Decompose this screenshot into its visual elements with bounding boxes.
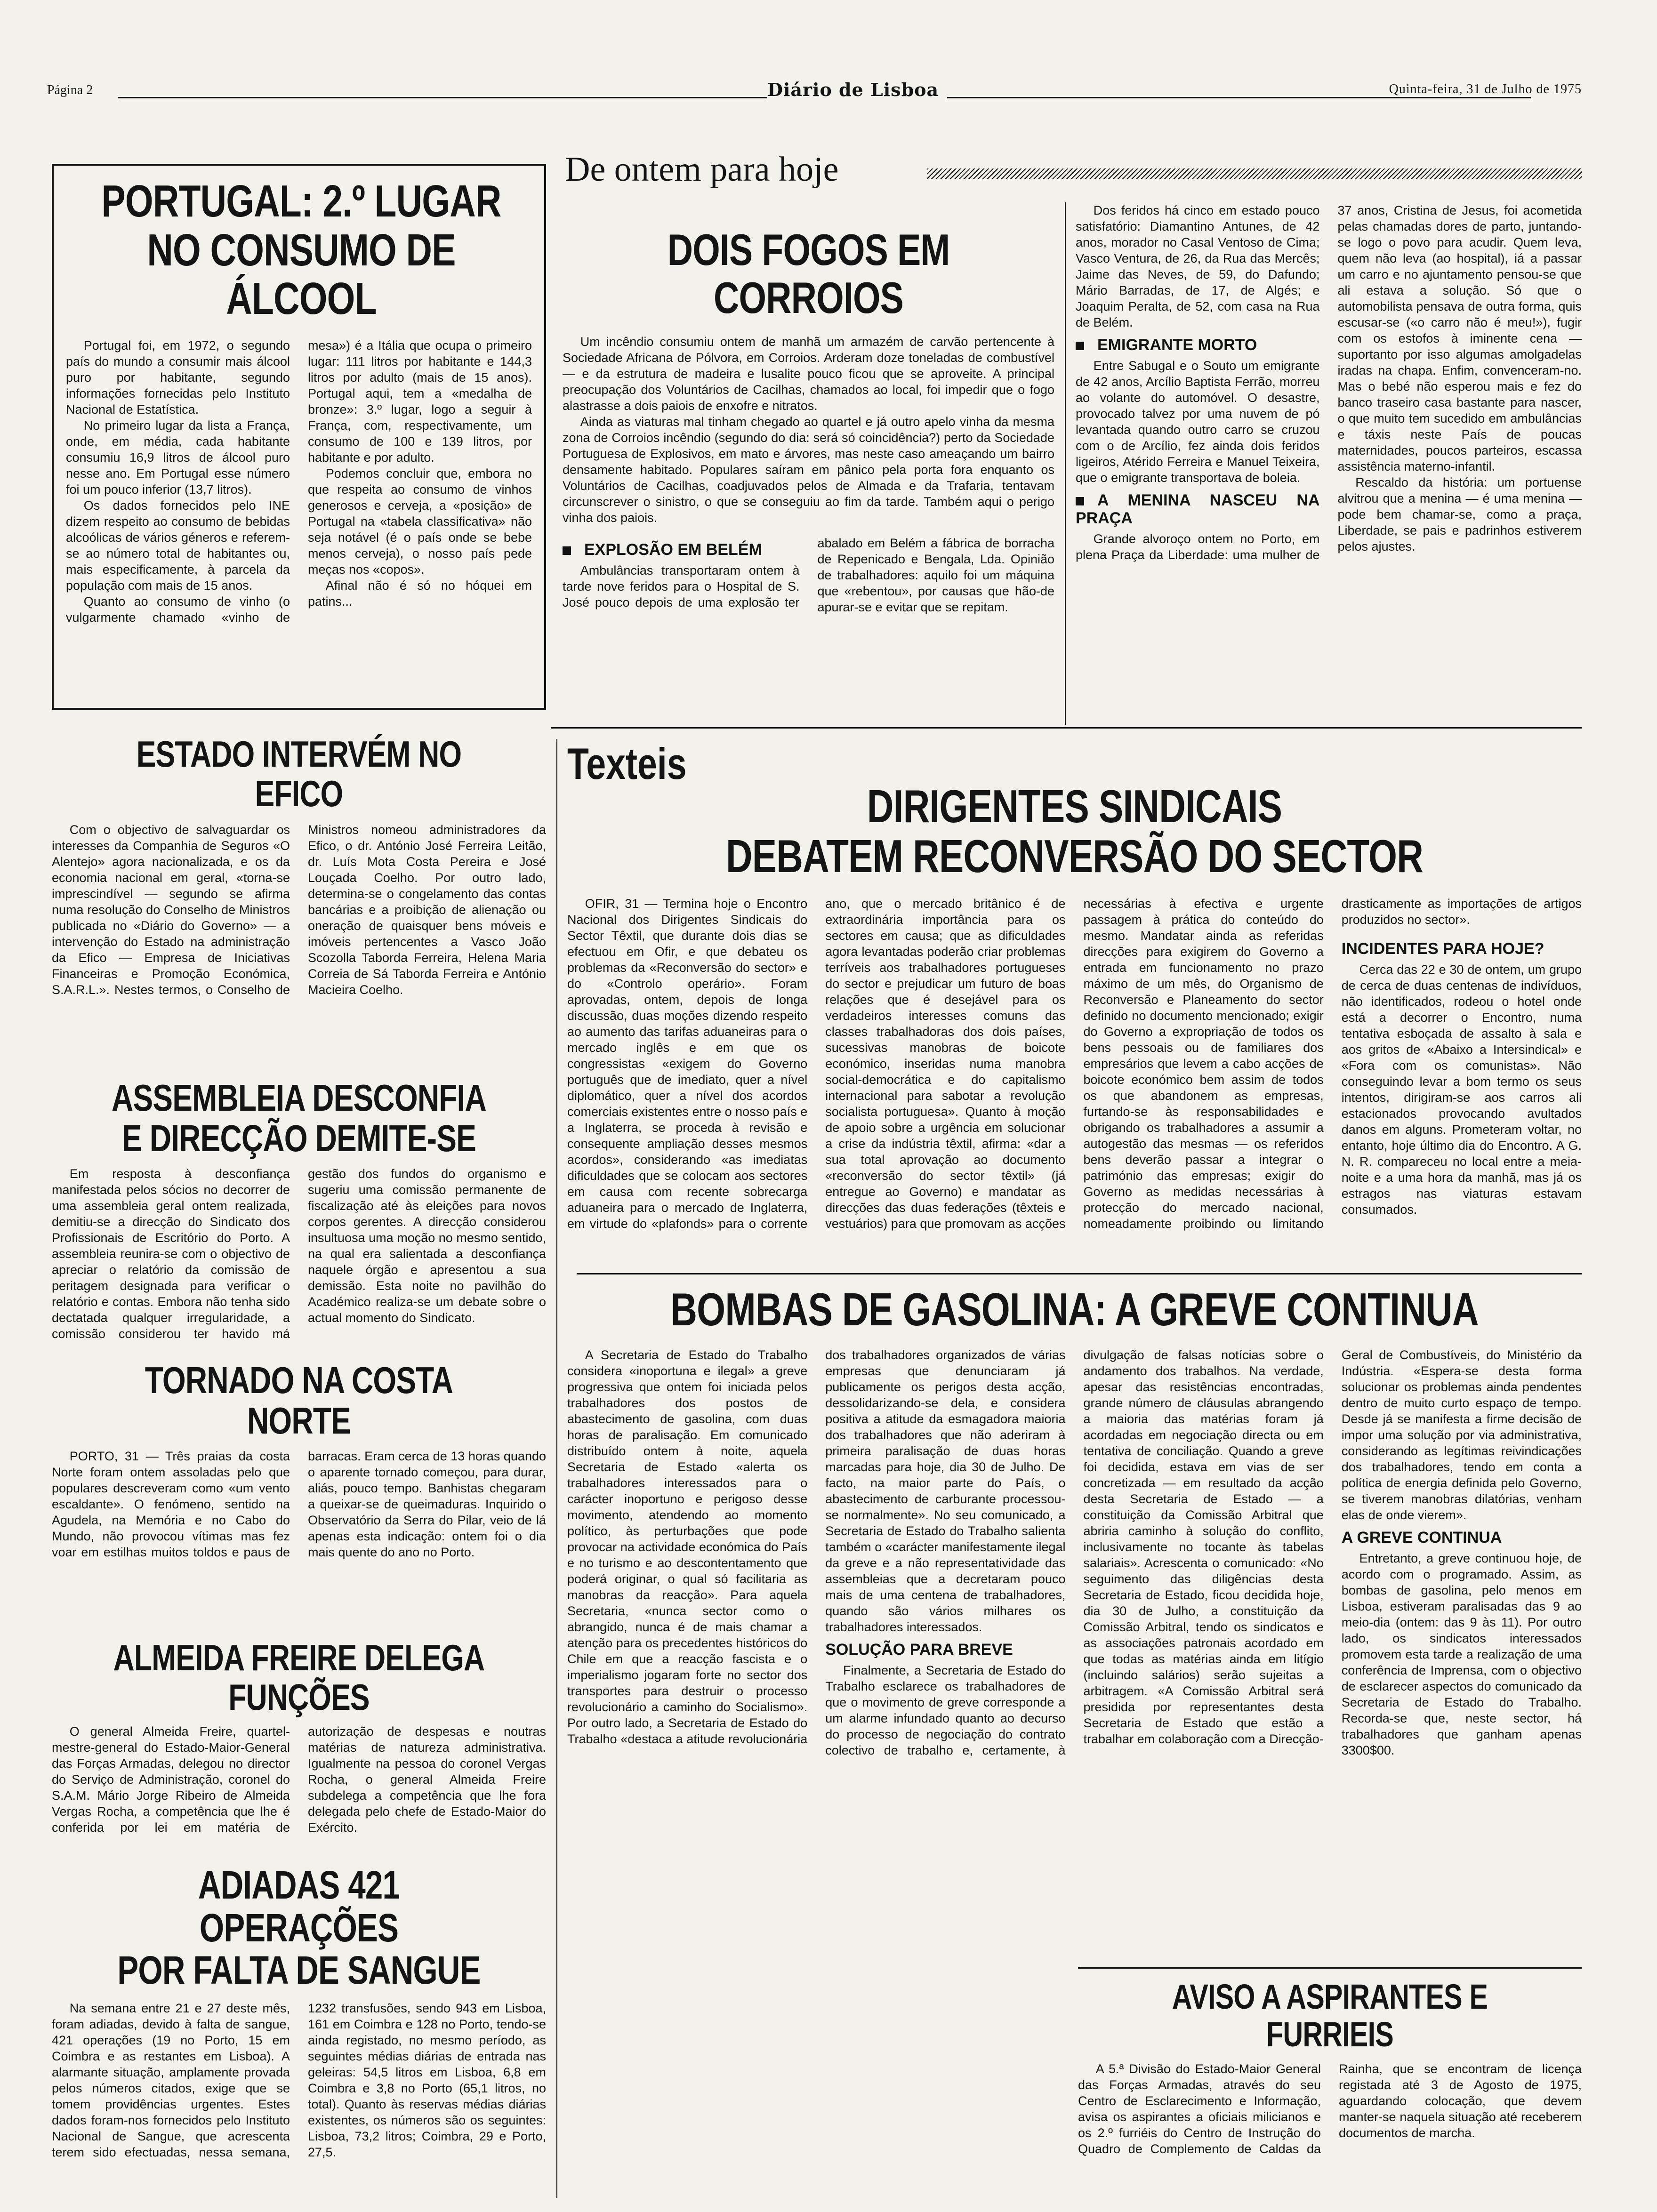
subhead: INCIDENTES PARA HOJE? <box>1341 939 1544 958</box>
fogos-side-columns: Dos feridos há cinco em estado pouco satisfatório: Diamantino Antunes, de 42 anos, morador no Casal Ventoso de Cima; Vasco Ventura, de 26, da Rua das Mercês; Jaime das Neves, de 59, do Dafundo; Mário Barradas, de 17, de Algés; e Joaquim Peralta, de 52, com casa na Rua de Belém. EMIGRANTE MORTO Entre Sabugal e o Souto um emigrante de 42 anos, Arcílio Baptista Ferrão, morreu ao volante do automóvel. O desastre, provocado talvez por uma nuvem de pó levantada quando outro carro se cruzou com o de Arcílio, fez ainda dois feridos ligeiros, Atérido Ferreira e Manuel Teixeira, que o emigrante transportava de boleia. A MENINA NASCEU NA PRAÇA Grande alvoroço ontem no Porto, em plena Praça da Liberdade: uma mulher de 37 anos, Cristina de Jesus, foi acometida pelas chamadas dores de parto, juntando-se logo o povo para acudir. Quem leva, quem não leva (ao hospital), iá a passar um carro e no ajuntamento pensou-se que ali estava a solução. Só que o automobilista pensava de outra forma, quis escusar-se («o carro não é meu!»), fugir com os estofos à iminente cena — suportanto por isso algumas amolgadelas iradas na chapa. Enfim, convenceram-no. Mas o bebé não esperou mais e fez do banco traseiro casa bastante para nascer, o que muito tem sucedido em ambulâncias e táxis neste País de poucas maternidades, poucos parteiros, escassa assistência materno-infantil. Rescaldo da história: um portuense alvitrou que a menina — é uma menina — pode bem chamar-se, como a praça, Liberdade, se pais e padrinhos estiverem pelos ajustes. <box>1076 203 1582 562</box>
portugal-alcohol-box <box>52 164 546 710</box>
newspaper-title: Diário de Lisboa <box>767 79 939 100</box>
fogos-article: DOIS FOGOS EM CORROIOS Um incêndio consumiu ontem de manhã um armazém de carvão pertencente à Sociedade Africana de Pólvora, em Corroios. Arderam doze toneladas de combustível — e da estrutura de madeira e lusalite pouco ficou que se aproveite. A principal preocupação dos Voluntários de Cacilhas, chamados ao local, foi impedir que o fogo alastrasse a dois paiois de enxofre e nitratos. Ainda as viaturas mal tinham chegado ao quartel e já outro apelo vinha da mesma zona de Corroios incêndio (segundo do dia: será só coincidência?) perto da Sociedade Portuguesa de Explosivos, em mato e árvores, mas neste caso ameaçando um bairro densamente habitado. Populares saíram em pânico pela porta fora enquanto os Voluntários de Cacilhas, coadjuvados pelos de Almada e da Trafaria, tentavam circunscrever o sinistro, o que se conseguiu ao fim da tarde. Também aqui o perigo vinha dos paiois. EXPLOSÃO EM BELÉM Ambulâncias transportaram ontem à tarde nove feridos para o Hospital de S. José pouco depois de uma explosão ter abalado em Belém a fábrica de borracha de Repenicado e Bengala, Lda. Opinião de trabalhadores: aquilo foi um máquina que «rebentou», por causas que hão-de apurar-se e evitar que se repitam. <box>563 226 1054 615</box>
bullet-icon <box>563 546 571 555</box>
headline-tornado: TORNADO NA COSTA NORTE <box>145 1360 453 1442</box>
headline-adiadas-2: POR FALTA DE SANGUE <box>117 1948 481 1993</box>
bullet-icon <box>1076 497 1084 505</box>
page-label: Página 2 <box>47 83 93 97</box>
tornado-article: TORNADO NA COSTA NORTE PORTO, 31 — Três praias da costa Norte foram ontem assoladas pelo que populares descreveram como «um vento escaldante». O fenómeno, sentido na Agudela, na Memória e no Cabo do Mundo, não provocou vítimas mas fez voar em estilhas muitos toldos e paus de barracas. Eram cerca de 13 horas quando o aparente tornado começou, para durar, aliás, pouco tempo. Banhistas chegaram a queixar-se de queimaduras. Inquirido o Observatório da Serra do Pilar, veio de lá apenas esta indicação: ontem foi o dia mais quente do ano no Porto. <box>52 1360 546 1559</box>
headline-adiadas-1: ADIADAS 421 OPERAÇÕES <box>198 1864 400 1950</box>
headline-portugal-2: NO CONSUMO DE ÁLCOOL <box>147 224 456 324</box>
section-header <box>551 151 1582 188</box>
article-body: Portugal foi, em 1972, o segundo país do mundo a consumir mais álcool puro por habitante, segundo informações fornecidas pelo Instituto Nacional de Estatística. No primeiro lugar da lista a França, onde, em média, cada habitante consumiu 16,9 litros de álcool puro nesse ano. Em Portugal esse número foi um pouco inferior (13,7 litros). Os dados fornecidos pelo INE dizem respeito ao consumo de bebidas alcoólicas de vários géneros e referem-se ao número total de habitantes ou, mais especificamente, à parcela da população com mais de 15 anos. Quanto ao consumo de vinho (o vulgarmente chamado «vinho de mesa») é a Itália que ocupa o primeiro lugar: 111 litros por habitante e 144,3 litros por adulto (mais de 15 anos). Portugal aqui, tem a «medalha de bronze»: 3.º lugar, logo a seguir à França, com, respectivamente, um consumo de 100 e 139 litros, por habitante e por adulto. Podemos concluir que, embora no que respeita ao consumo de vinhos generosos e cerveja, a «posição» de Portugal na «tabela classificativa» não seja notável (é o país onde se bebe menos cerveja), o nosso país pede meças nos «copos». Afinal não é só no hóquei em patins... <box>66 338 532 625</box>
efico-article: ESTADO INTERVÉM NO EFICO Com o objectivo de salvaguardar os interesses da Companhia de Seguros «O Alentejo» agora nacionalizada, e os da economia nacional em geral, «torna-se imprescindível — segundo se afirma numa resolução do Conselho de Ministros publicada no «Diário do Governo» — a intervenção do Estado na administração da Efico — Empresa de Iniciativas Financeiras e Promoção Económica, S.A.R.L.». Nestes termos, o Conselho de Ministros nomeou administradores da Efico, o dr. António José Ferreira Leitão, dr. Luís Mota Costa Pereira e José Louçada Coelho. Por outro lado, determina-se o congelamento das contas bancárias e a proibição de alienação ou oneração de quaisquer bens móveis e imóveis pertencentes a Vasco João Scozolla Taborda Ferreira, Helena Maria Correia de Sá Taborda Ferreira e António Macieira Coelho. <box>52 734 546 997</box>
kicker-texteis: Texteis <box>567 741 687 788</box>
headline-bombas: BOMBAS DE GASOLINA: A GREVE CONTINUA <box>670 1285 1479 1335</box>
subhead: SOLUÇÃO PARA BREVE <box>825 1640 1013 1659</box>
subhead: EXPLOSÃO EM BELÉM <box>563 541 800 559</box>
bullet-icon <box>1076 342 1084 350</box>
masthead <box>47 79 1582 103</box>
texteis-article: Texteis DIRIGENTES SINDICAIS DEBATEM RECONVERSÃO DO SECTOR OFIR, 31 — Termina hoje o Encontro Nacional dos Dirigentes Sindicais do Sector Têxtil, que durante dois dias se efectuou em Ofir, e que debateu os problemas da «Reconversão do sector» e do «Controlo operário». Foram aprovadas, ontem, depois de longa discussão, duas moções dizendo respeito ao aumento das tarifas aduaneiras para o mercado inglês e em que os congressistas «exigem do Governo português que de imediato, quer a nível diplomático, quer a nível dos acordos comerciais existentes entre o nosso país e a Inglaterra, se proceda à revisão e consequente ampliação desses mesmos acordos», considerando «as imediatas dificuldades que se colocam aos sectores em causa com recente sobrecarga aduaneira para o mercado de Inglaterra, em virtude do «plafonds» para o corrente ano, que o mercado britânico é de extraordinária importância para os sectores em causa; que as dificuldades agora levantadas poderão criar problemas terríveis aos trabalhadores portugueses do sector e prejudicar um futuro de boas relações que é desejável para os verdadeiros interesses comuns das classes trabalhadoras dos dois países, sucessivas manobras de boicote económico, inseridas numa manobra social-democrática e do capitalismo internacional para sabotar a revolução socialista portuguesa». Quanto à moção de apoio sobre a urgência em solucionar a crise da indústria têxtil, afirma: «dar a sua total aprovação ao documento «reconversão do sector têxtil» (já entregue ao Governo) e mandatar as direcções das duas federações (têxteis e vestuários) para que promovam as acções necessárias à efectiva e urgente passagem à prática do conteúdo do mesmo. Mandatar ainda as referidas direcções para exigirem do Governo a entrada em funcionamento no prazo máximo de um mês, do Organismo de Reconversão e Planeamento do sector definido no documento mencionado; exigir do Governo a expropriação de todos os bens pessoais ou de familiares dos empresários que levem a cabo acções de boicote económico bem assim de todos os que abandonem as empresas, furtando-se às responsabilidades e obrigando os trabalhadores a assumir a autogestão das mesmas — os referidos bens deverão passar a integrar o património das empresas; exigir do Governo as medidas necessárias à protecção do mercado nacional, nomeadamente proibindo ou limitando drasticamente as importações de artigos produzidos no sector». INCIDENTES PARA HOJE? Cerca das 22 e 30 de ontem, um grupo de cerca de duas centenas de indivíduos, não identificados, rodeou o hotel onde está a decorrer o Encontro, numa tentativa esboçada de assalto à sala e aos gritos de «Abaixo a Intersindical» e «Fora com os comunistas». Não conseguindo levar a bom termo os seus intentos, dirigiram-se aos carros ali estacionados provocando avultados danos em alguns. Prometeram voltar, no entanto, hoje último dia do Encontro. A G. N. R. compareceu no local entre a meia-noite e a uma hora da manhã, mas já os estragos nas viaturas estavam consumados. <box>567 741 1582 1231</box>
subhead: A GREVE CONTINUA <box>1341 1528 1502 1547</box>
headline-texteis-1: DIRIGENTES SINDICAIS <box>867 780 1282 832</box>
headline-almeida: ALMEIDA FREIRE DELEGA FUNÇÕES <box>113 1638 485 1718</box>
almeida-article: ALMEIDA FREIRE DELEGA FUNÇÕES O general Almeida Freire, quartel-mestre-general do Estado-Maior-General das Forças Armadas, delegou no director do Serviço de Administração, coronel do S.A.M. Mário Jorge Ribeiro de Almeida Vergas Rocha, a competência que lhe é conferida por lei em matéria de autorização de despesas e noutras matérias de natureza administrativa. Igualmente na pessoa do coronel Vergas Rocha, o general Almeida Freire subdelega a competência que lhe fora delegada pelo chefe de Estado-Maior do Exército. <box>52 1638 546 1835</box>
headline-fogos: DOIS FOGOS EM CORROIOS <box>667 226 950 322</box>
article-body: Um incêndio consumiu ontem de manhã um armazém de carvão pertencente à Sociedade Africana de Pólvora, em Corroios. Arderam doze toneladas de combustível — e da estrutura de madeira e lusalite pouco ficou que se aproveite. A principal preocupação dos Voluntários de Cacilhas, chamados ao local, foi impedir que o fogo alastrasse a dois paiois de enxofre e nitratos. Ainda as viaturas mal tinham chegado ao quartel e já outro apelo vinha da mesma zona de Corroios incêndio (segundo do dia: será só coincidência?) perto da Sociedade Portuguesa de Explosivos, em mato e árvores, mas neste caso ameaçando um bairro densamente habitado. Populares saíram em pânico pela porta fora enquanto os Voluntários de Cacilhas, coadjuvados pelos de Almada e da Trafaria, tentavam circunscrever o sinistro, o que se conseguiu ao fim da tarde. Também aqui o perigo vinha dos paiois. <box>563 335 1054 525</box>
section-title: De ontem para hoje <box>565 151 839 188</box>
headline-assembleia-2: E DIRECÇÃO DEMITE-SE <box>121 1117 476 1160</box>
aviso-article: AVISO A ASPIRANTES E FURRIEIS A 5.ª Divisão do Estado-Maior General das Forças Armadas, através do seu Centro de Esclarecimento e Informação, avisa os aspirantes a oficiais milicianos e os 2.º furriéis do Centro de Instrução do Quadro de Complemento de Caldas da Rainha, que se encontram de licença registada até 3 de Agosto de 1975, aguardando colocação, que devem manter-se naquela situação até receberem documentos de marcha. <box>1078 1967 1582 2203</box>
assembleia-article: ASSEMBLEIA DESCONFIA E DIRECÇÃO DEMITE-SE Em resposta à desconfiança manifestada pelos sócios no decorrer de uma assembleia geral ontem realizada, demitiu-se a direcção do Sindicato dos Profissionais de Escritório do Porto. A assembleia reunira-se com o objectivo de apreciar o relatório da comissão de peritagem designada para verificar o relatório e contas. Embora não tenha sido dectatada qualquer irregularidade, a comissão considerou ter havido má gestão dos fundos do organismo e sugeriu uma comissão permanente de fiscalização até às eleições para novos corpos gerentes. A direcção considerou insultuosa uma moção no mesmo sentido, na qual era salientada a desconfiança naquele órgão e apresentou a sua demissão. Esta noite no pavilhão do Académico realiza-se um debate sobre o actual momento do Sindicato. <box>52 1078 546 1341</box>
headline-portugal-1: PORTUGAL: 2.º LUGAR <box>101 176 501 226</box>
adiadas-article: ADIADAS 421 OPERAÇÕES POR FALTA DE SANGUE Na semana entre 21 e 27 deste mês, foram adiadas, devido à falta de sangue, 421 operações (19 no Porto, 15 em Coimbra e as restantes em Lisboa). A alarmante situação, amplamente provada pelos números citados, exige que se tomem providências urgentes. Estes dados foram-nos fornecidos pelo Instituto Nacional de Sangue, que acrescenta terem sido efectuadas, nessa semana, 1232 transfusões, sendo 943 em Lisboa, 161 em Coimbra e 128 no Porto, tendo-se ainda registado, no mesmo período, as seguintes médias diárias de entrada nas geleiras: 54,5 litros em Lisboa, 6,8 em Coimbra e 3,8 no Porto (65,1 litros, no total). Quanto às reservas médias diárias existentes, os números são os seguintes: Lisboa, 73,2 litros; Coimbra, 29 e Porto, 27,5. <box>52 1864 546 2160</box>
headline-assembleia-1: ASSEMBLEIA DESCONFIA <box>112 1078 486 1119</box>
subhead: A MENINA NASCEU NA PRAÇA <box>1076 491 1320 527</box>
issue-date: Quinta-feira, 31 de Julho de 1975 <box>1389 82 1582 96</box>
headline-efico: ESTADO INTERVÉM NO EFICO <box>136 734 462 815</box>
headline-aviso: AVISO A ASPIRANTES E FURRIEIS <box>1172 1977 1488 2054</box>
headline-texteis-2: DEBATEM RECONVERSÃO DO SECTOR <box>725 830 1424 882</box>
subhead: EMIGRANTE MORTO <box>1076 336 1320 354</box>
bombas-article: BOMBAS DE GASOLINA: A GREVE CONTINUA A Secretaria de Estado do Trabalho considera «inoportuna e ilegal» a greve progressiva que ontem foi iniciada pelos trabalhadores dos postos de abastecimento de gasolina, com duas horas de paralisação. Em comunicado distribuído ontem à noite, aquela Secretaria de Estado «alerta os trabalhadores interessados para o carácter inoportuno e perigoso desse movimento, atendendo ao momento político, às perturbações que pode provocar na actividade económica do País e no turismo e ao descontentamento que poderá originar, o qual só facilitaria as manobras da reacção». Para aquela Secretaria, «nunca sector como o abrangido, nunca é de mais chamar a atenção para os precedentes históricos do Chile em que a reacção fascista e o imperialismo jogaram forte no sector dos transportes para destruir o processo revolucionário a caminho do Socialismo». Por outro lado, a Secretaria de Estado do Trabalho «destaca a atitude revolucionária dos trabalhadores organizados de várias empresas que denunciaram já publicamente os perigos desta acção, dessolidarizando-se dela, e considera positiva a atitude da esmagadora maioria dos trabalhadores que não aderiram à primeira paralisação de duas horas marcadas para hoje, dia 30 de Julho. De facto, na maior parte do País, o abastecimento de carburante processou-se normalmente». No seu comunicado, a Secretaria de Estado do Trabalho salienta também o «carácter manifestamente ilegal da greve e a não representatividade das assembleias que a decretaram pouco mais de uma centena de trabalhadores, quando são vários milhares os trabalhadores interessados. SOLUÇÃO PARA BREVE Finalmente, a Secretaria de Estado do Trabalho esclarece os trabalhadores de que o movimento de greve corresponde a um alarme infundado quanto ao decurso do processo de negociação do contrato colectivo de trabalho e, certamente, à divulgação de falsas notícias sobre o andamento dos trabalhos. Na verdade, apesar das resistências encontradas, grande número de cláusulas abrangendo a maioria das matérias foram já acordadas em negociação directa ou em tentativa de conciliação. Quando a greve foi decidida, estava em vias de ser concretizada — em resultado da acção desta Secretaria de Estado — a constituição da Comissão Arbitral que abriria caminho à solução do conflito, inclusivamente no tocante às tabelas salariais». Acrescenta o comunicado: «No seguimento das diligências desta Secretaria de Estado, ficou decidida hoje, dia 30 de Julho, a constituição da Comissão Arbitral, tendo os sindicatos e as associações patronais acordado em que todas as matérias ainda em litígio (incluindo salários) serão sujeitas a arbitragem. «A Comissão Arbitral será presidida por representantes desta Secretaria de Estado que estão a trabalhar em colaboração com a Direcção-Geral de Combustíveis, do Ministério da Indústria. «Espera-se desta forma solucionar os problemas ainda pendentes dentro de muito curto espaço de tempo. Desde já se manifesta a firme decisão de impor uma solução por via administrativa, considerando as legítimas reivindicações dos trabalhadores, tendo em conta a política de energia definida pelo Governo, se tiverem manobras dilatórias, venham elas de onde vierem». A GREVE CONTINUA Entretanto, a greve continuou hoje, de acordo com o programado. Assim, as bombas de gasolina, pelo menos em Lisboa, estiveram paralisadas das 9 ao meio-dia (ontem: das 9 às 11). Por outro lado, os sindicatos interessados promovem esta tarde a realização de uma conferência de Imprensa, com o objectivo de esclarecer aspectos do comunicado da Secretaria de Estado do Trabalho. Recorda-se que, neste sector, há trabalhadores que ganham apenas 3300$00. <box>567 1285 1582 1757</box>
